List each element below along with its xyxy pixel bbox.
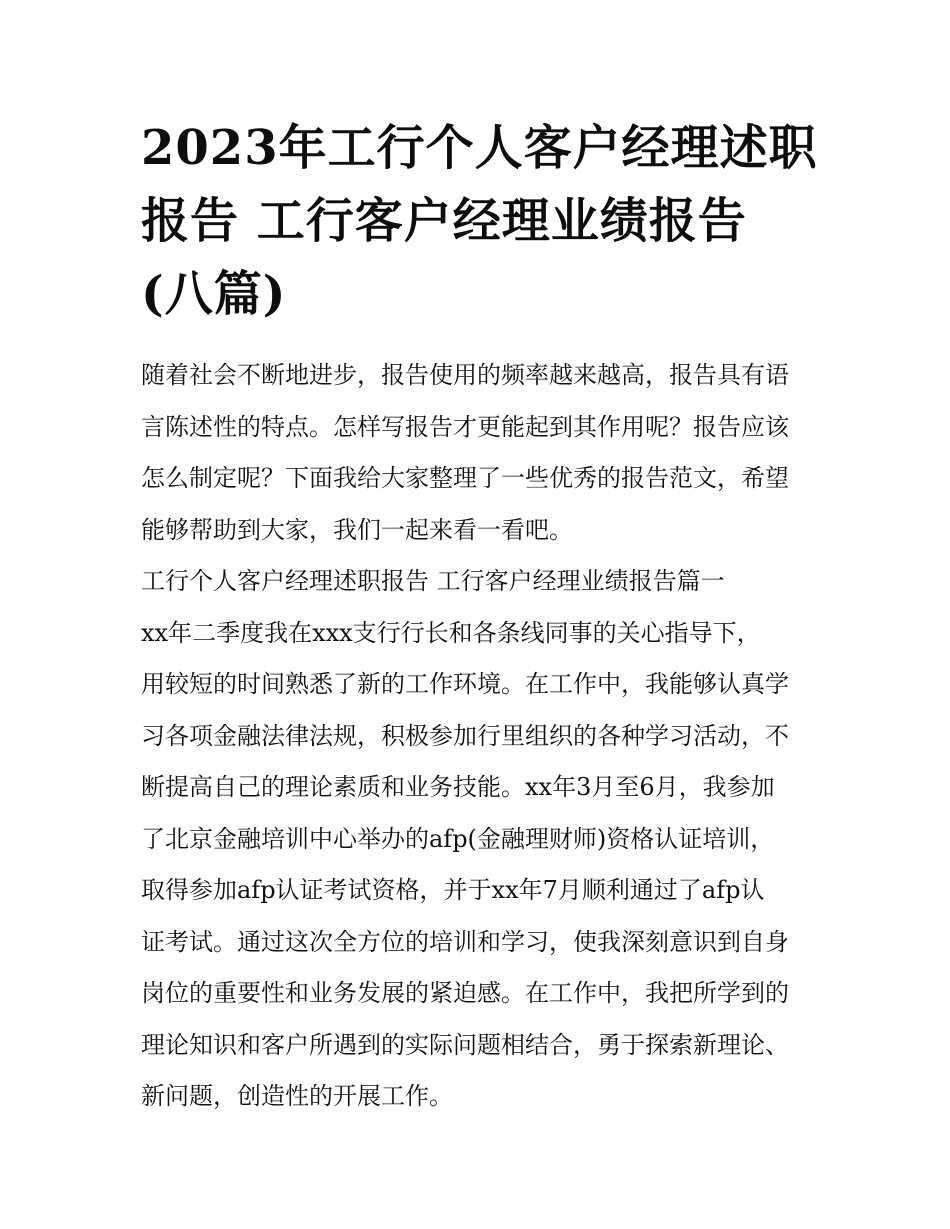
- text-line: 了北京金融培训中心举办的afp(金融理财师)资格认证培训，: [141, 824, 775, 853]
- text-line: 言陈述性的特点。怎样写报告才更能起到其作用呢？报告应该: [141, 412, 789, 441]
- text-line: 怎么制定呢？下面我给大家整理了一些优秀的报告范文，希望: [141, 464, 789, 492]
- title-line: 2023年工行个人客户经理述职: [141, 120, 818, 176]
- text-line: xx年二季度我在xxx支行行长和各条线同事的关心指导下，: [141, 618, 761, 647]
- text-line: 习各项金融法律法规，积极参加行里组织的各种学习活动，不: [141, 721, 789, 750]
- text-line: 工行个人客户经理述职报告 工行客户经理业绩报告篇一: [141, 567, 725, 595]
- body-paragraph: [141, 608, 813, 1123]
- document-title: [141, 112, 818, 331]
- document-body: [141, 350, 813, 1123]
- text-line: 能够帮助到大家，我们一起来看一看吧。: [141, 515, 573, 544]
- text-line: 新问题，创造性的开展工作。: [141, 1082, 453, 1110]
- intro-paragraph: [141, 350, 813, 556]
- text-line: 用较短的时间熟悉了新的工作环境。在工作中，我能够认真学: [141, 670, 789, 698]
- text-line: 证考试。通过这次全方位的培训和学习，使我深刻意识到自身: [141, 927, 789, 956]
- title-line: 报告 工行客户经理业绩报告: [141, 193, 747, 249]
- document-page: [141, 112, 818, 1123]
- text-line: 岗位的重要性和业务发展的紧迫感。在工作中，我把所学到的: [141, 979, 789, 1007]
- title-line: (八篇): [141, 266, 287, 322]
- section-heading: [141, 556, 813, 608]
- text-line: 断提高自己的理论素质和业务技能。xx年3月至6月，我参加: [141, 773, 775, 801]
- text-line: 理论知识和客户所遇到的实际问题相结合，勇于探索新理论、: [141, 1030, 789, 1059]
- text-line: 取得参加afp认证考试资格，并于xx年7月顺利通过了afp认: [141, 876, 765, 904]
- text-line: 随着社会不断地进步，报告使用的频率越来越高，报告具有语: [141, 361, 789, 389]
